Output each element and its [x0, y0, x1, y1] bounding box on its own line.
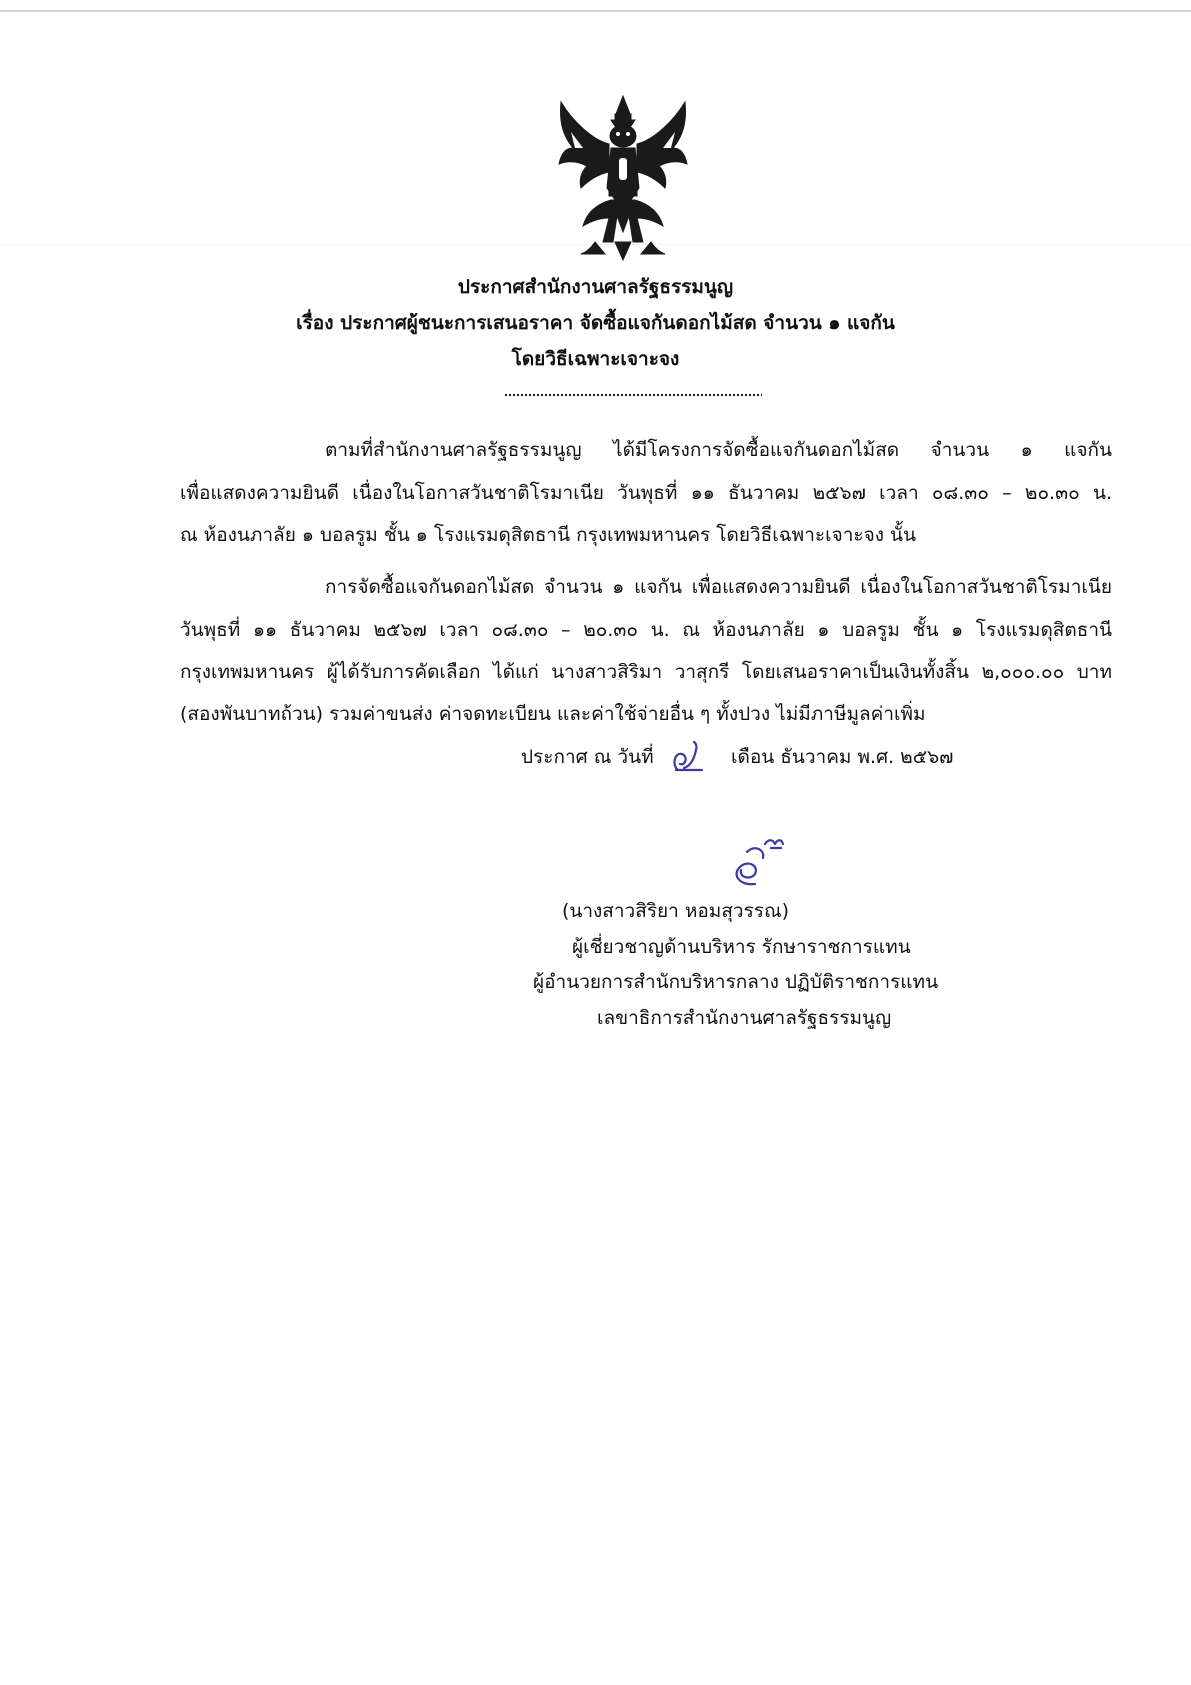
announcement-date-prefix: ประกาศ ณ วันที่ — [521, 746, 654, 768]
announcement-date-suffix: เดือน ธันวาคม พ.ศ. ๒๕๖๗ — [731, 746, 954, 768]
para2-line4: (สองพันบาทถ้วน) รวมค่าขนส่ง ค่าจดทะเบียน และค่าใช้จ่ายอื่น ๆ ทั้งปวง ไม่มีภาษีมูลค่าเพิ่ม — [180, 703, 926, 725]
signatory-position-1: ผู้เชี่ยวชาญด้านบริหาร รักษาราชการแทน — [572, 936, 911, 958]
announcement-subject: เรื่อง ประกาศผู้ชนะการเสนอราคา จัดซื้อแจกันดอกไม้สด จำนวน ๑ แจกัน — [296, 312, 895, 334]
dotted-divider — [504, 392, 762, 398]
handwritten-signature-icon — [725, 830, 795, 890]
announcement-title: ประกาศสำนักงานศาลรัฐธรรมนูญ — [457, 276, 734, 298]
handwritten-day — [668, 740, 706, 774]
para1-line1: ตามที่สำนักงานศาลรัฐธรรมนูญ ได้มีโครงการจัดซื้อแจกันดอกไม้สด จำนวน ๑ แจกัน — [325, 439, 1112, 461]
signatory-position-3: เลขาธิการสำนักงานศาลรัฐธรรมนูญ — [597, 1007, 892, 1029]
para1-line2: เพื่อแสดงความยินดี เนื่องในโอกาสวันชาติโรมาเนีย วันพุธที่ ๑๑ ธันวาคม ๒๕๖๗ เวลา ๐๘.๓๐ – ๒๐.๓๐ น. — [180, 482, 1112, 504]
signatory-position-2: ผู้อำนวยการสำนักบริหารกลาง ปฏิบัติราชการแทน — [533, 971, 939, 993]
garuda-emblem-icon — [553, 92, 693, 264]
para2-line2: วันพุธที่ ๑๑ ธันวาคม ๒๕๖๗ เวลา ๐๘.๓๐ – ๒๐.๓๐ น. ณ ห้องนภาลัย ๑ บอลรูม ชั้น ๑ โรงแรมดุสิตธานี — [180, 619, 1112, 641]
para2-line1: การจัดซื้อแจกันดอกไม้สด จำนวน ๑ แจกัน เพื่อแสดงความยินดี เนื่องในโอกาสวันชาติโรมาเนีย — [325, 576, 1112, 598]
signatory-name: (นางสาวสิริยา หอมสุวรรณ) — [561, 900, 790, 922]
para1-line3: ณ ห้องนภาลัย ๑ บอลรูม ชั้น ๑ โรงแรมดุสิตธานี กรุงเทพมหานคร โดยวิธีเฉพาะเจาะจง นั้น — [180, 524, 917, 546]
para2-line3: กรุงเทพมหานคร ผู้ได้รับการคัดเลือก ได้แก่ นางสาวสิริมา วาสุกรี โดยเสนอราคาเป็นเงินทั้งสิ้น ๒,๐๐๐.๐๐ บาท — [180, 661, 1112, 683]
announcement-method: โดยวิธีเฉพาะเจาะจง — [511, 348, 680, 370]
scan-edge-line — [0, 10, 1191, 12]
